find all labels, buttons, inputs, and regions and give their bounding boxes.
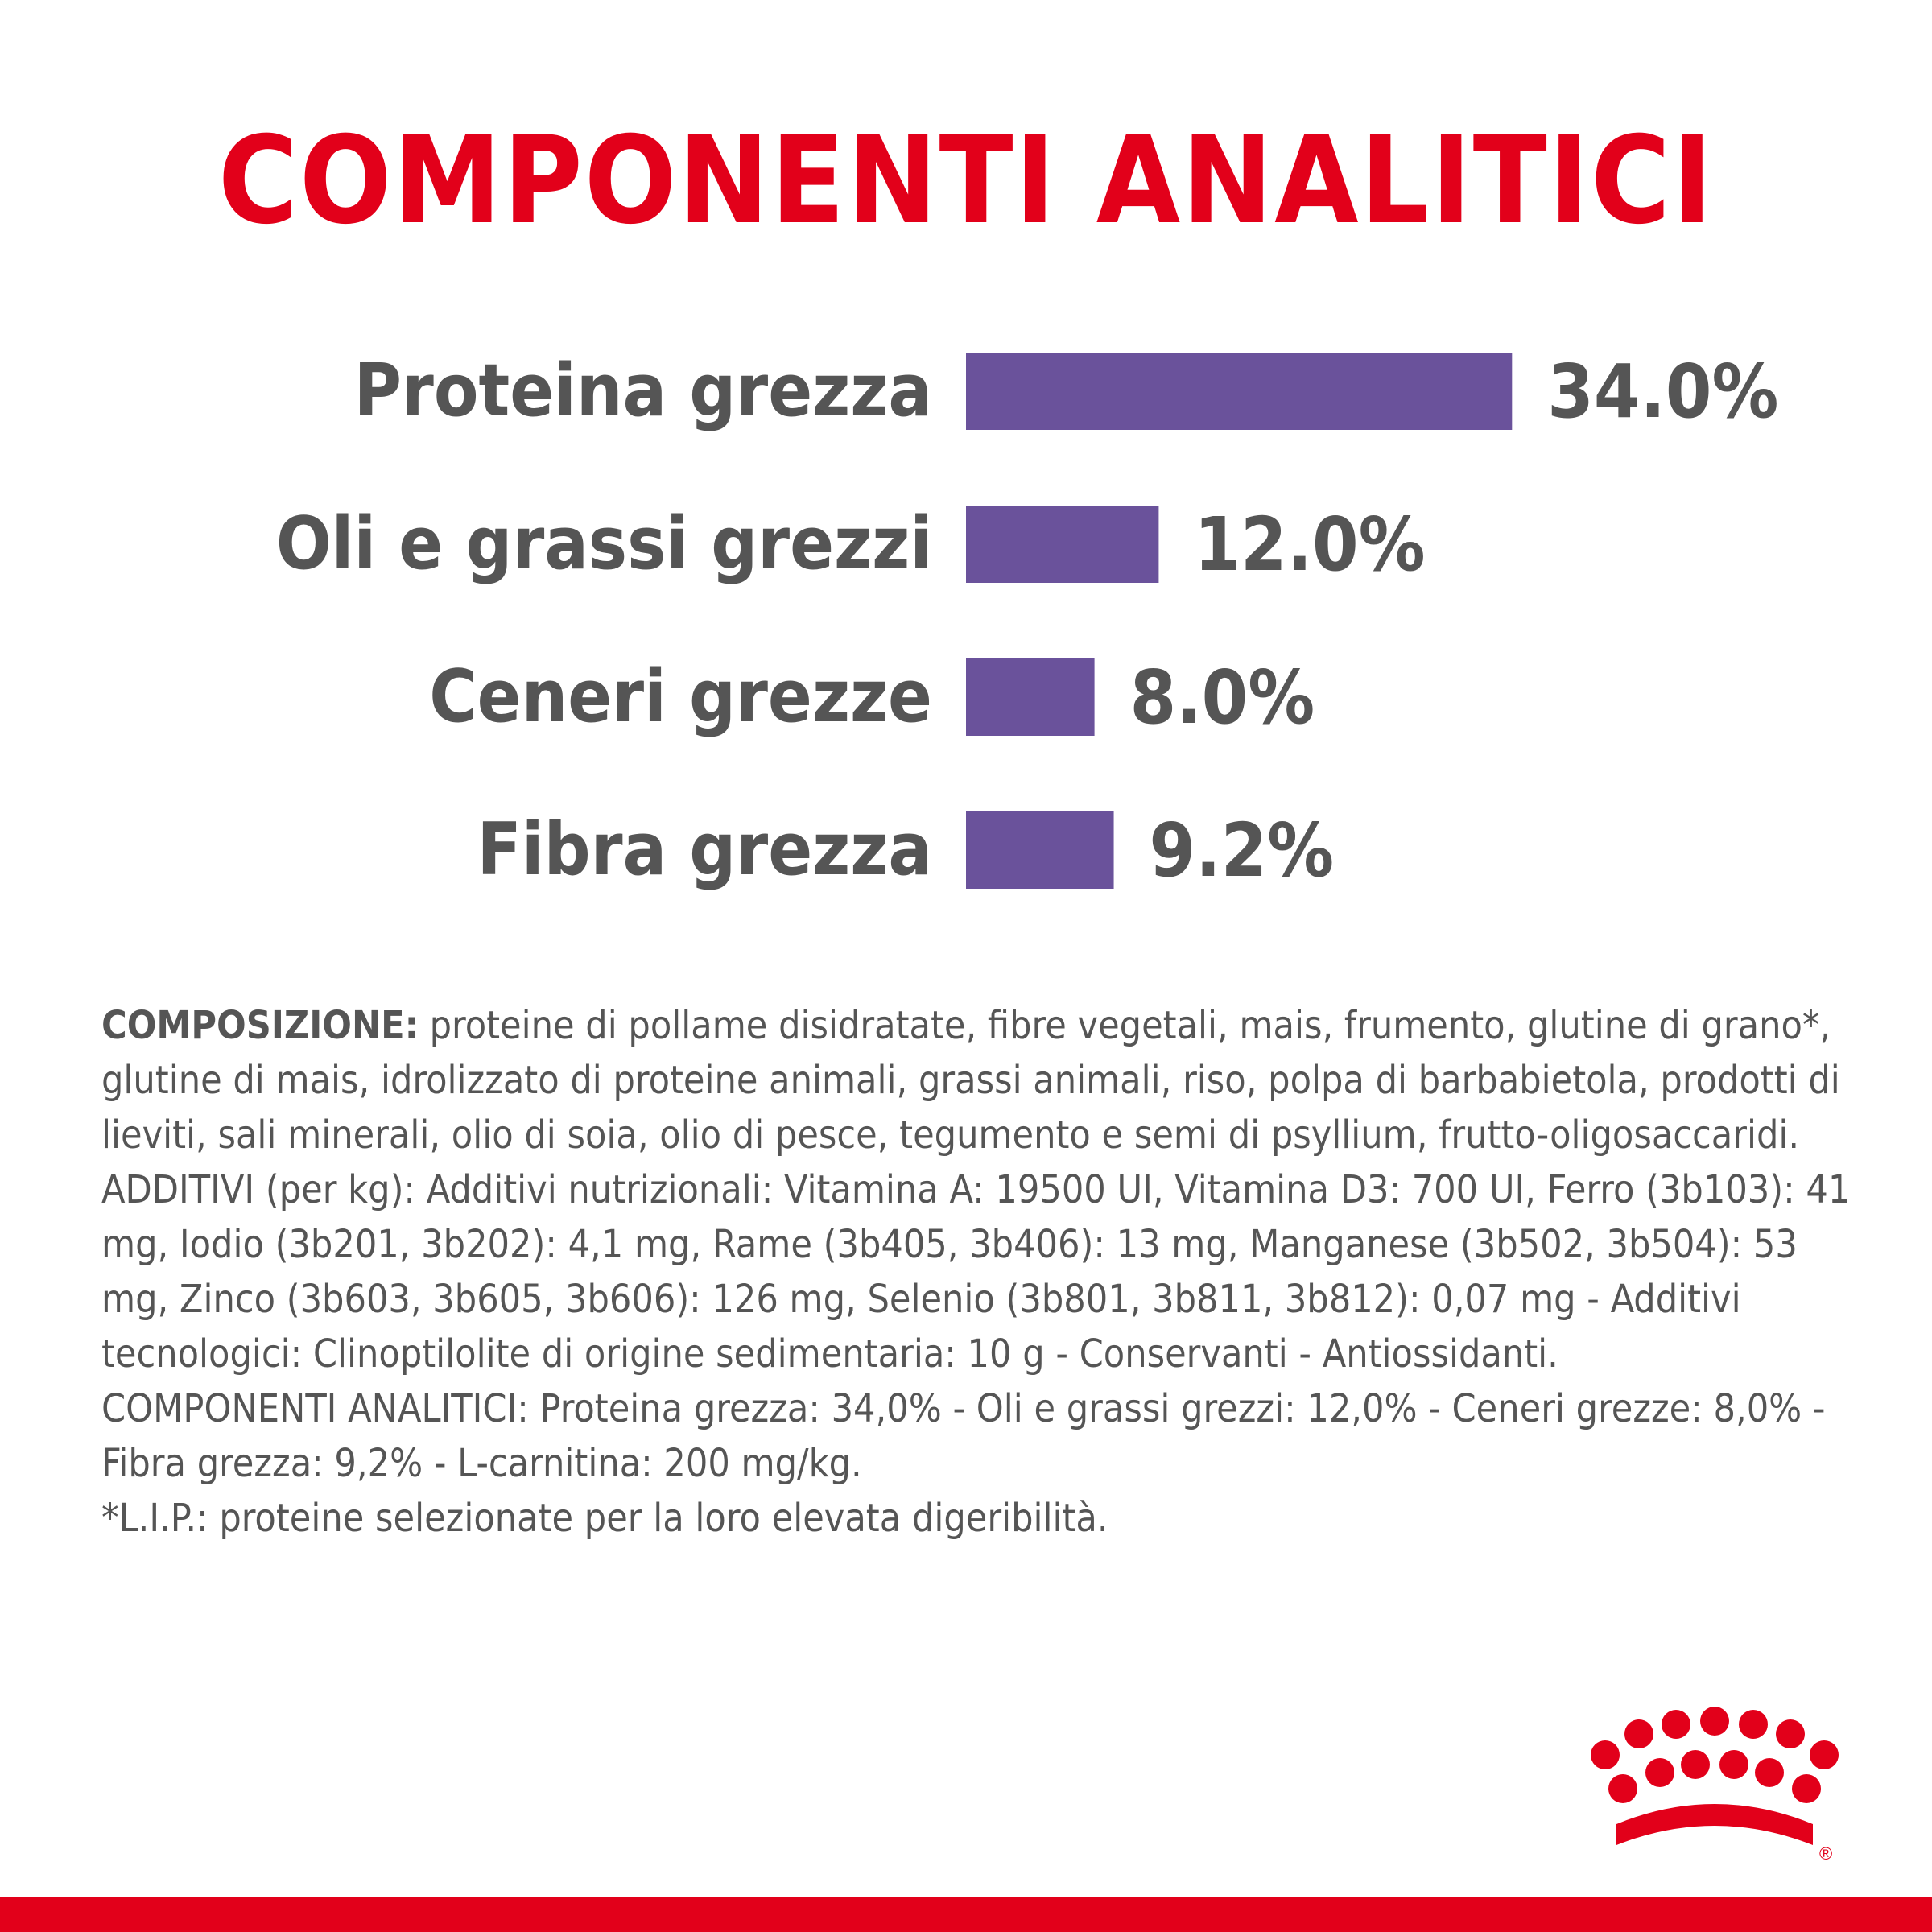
value-label: 9.2% <box>1149 807 1335 894</box>
crown-dot <box>1624 1719 1653 1748</box>
value-label: 34.0% <box>1547 349 1779 435</box>
page-title: COMPONENTI ANALITICI <box>217 111 1715 251</box>
footnote-paragraph: *L.I.P.: proteine selezionate per la loro elevata digeribilità. <box>101 1496 1108 1541</box>
value-label: 12.0% <box>1194 502 1426 588</box>
bottom-brand-band <box>0 1897 1932 1932</box>
bar <box>966 353 1512 430</box>
composition-paragraph <box>101 998 1856 1162</box>
additives-paragraph: ADDITIVI (per kg): Additivi nutrizionali: Vitamina A: 19500 UI, Vitamina D3: 700 UI, Ferro (3b103): 41 mg, Iodio (3b201, 3b202): 4,1 mg, Rame (3b405, 3b406): 13 mg, Manganese (3b502, 3b504): 53 mg, Zinco (3b603, 3b605, 3b606): 126 mg, Selenio (3b801, 3b811, 3b812): 0,07 mg - Additivi tecnologici: Clinoptilolite di origine sedimentaria: 10 g - Conservanti - Antiossidanti. <box>101 1167 1851 1377</box>
crown-band <box>1616 1804 1813 1845</box>
crown-dot <box>1681 1750 1710 1779</box>
category-label: Oli e grassi grezzi <box>275 502 932 586</box>
crown-dot <box>1810 1740 1839 1769</box>
bar <box>966 658 1095 736</box>
registered-mark: ® <box>1819 1843 1833 1864</box>
crown-dot <box>1645 1758 1674 1787</box>
crown-dot <box>1755 1758 1784 1787</box>
crown-dot <box>1719 1750 1748 1779</box>
category-label: Ceneri grezze <box>429 654 932 739</box>
crown-dot <box>1662 1710 1690 1739</box>
analytical-paragraph: COMPONENTI ANALITICI: Proteina grezza: 34,0% - Oli e grassi grezzi: 12,0% - Ceneri grezze: 8,0% - Fibra grezza: 9,2% - L-carnitina: 200 mg/kg. <box>101 1386 1826 1486</box>
nutrient-bar-chart <box>0 306 1932 934</box>
bar <box>966 811 1114 889</box>
crown-dot <box>1608 1774 1637 1803</box>
crown-dot <box>1792 1774 1821 1803</box>
crown-dot <box>1739 1710 1768 1739</box>
bar <box>966 506 1158 583</box>
crown-dot <box>1700 1707 1729 1736</box>
crown-dot <box>1591 1740 1620 1769</box>
composition-block <box>101 998 1856 1546</box>
category-label: Proteina grezza <box>353 349 932 433</box>
crown-dot <box>1776 1719 1805 1748</box>
composition-ingredients: proteine di pollame disidratate, fibre vegetali, mais, frumento, glutine di grano*, glutine di mais, idrolizzato di proteine animali, grassi animali, riso, polpa di barbabietola, prodotti di lieviti, sali minerali, olio di soia, olio di pesce, tegumento e semi di psyllium, frutto-oligosaccaridi. <box>101 1003 1840 1158</box>
category-label: Fibra grezza <box>477 807 932 892</box>
composition-lead: COMPOSIZIONE: <box>101 1003 419 1048</box>
crown-logo-icon <box>1578 1707 1852 1868</box>
value-label: 8.0% <box>1129 654 1315 741</box>
